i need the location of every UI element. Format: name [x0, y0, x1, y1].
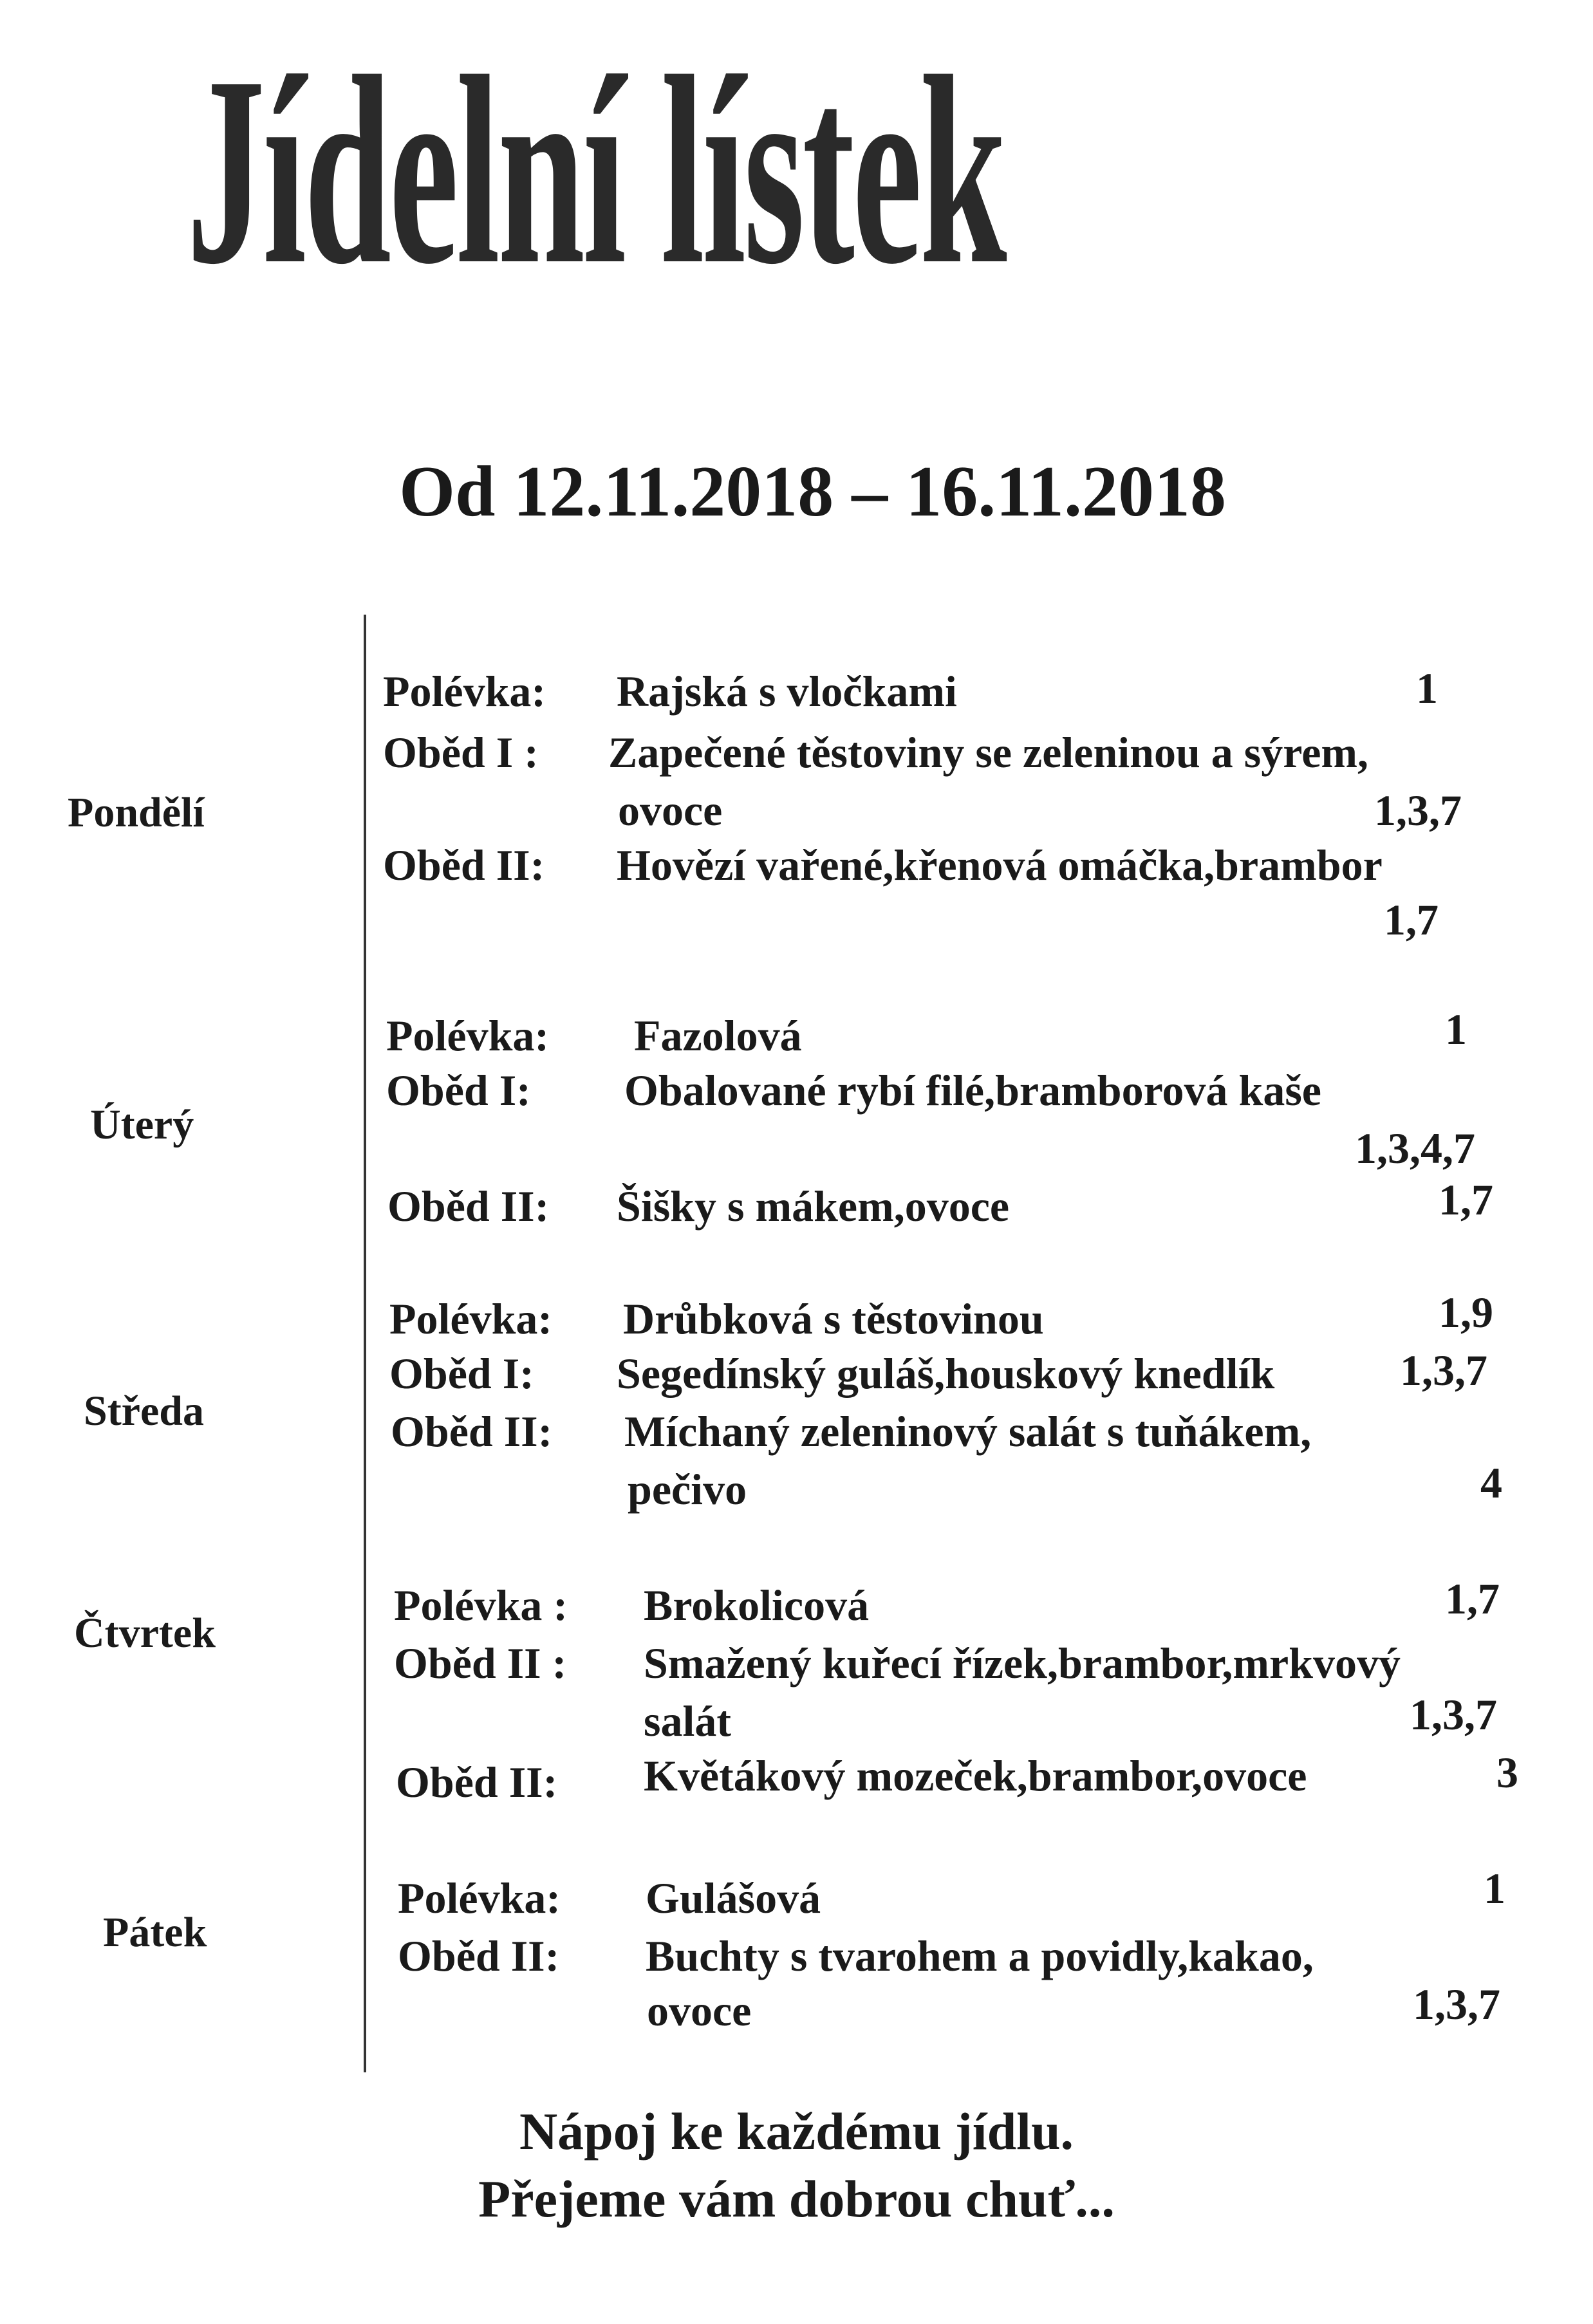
item-text: Míchaný zeleninový salát s tuňákem, — [624, 1407, 1312, 1456]
item-text: pečivo — [628, 1465, 747, 1514]
item-text: ovoce — [647, 1986, 752, 2035]
item-text: Hovězí vařené,křenová omáčka,brambor — [617, 841, 1383, 889]
item-text: Šišky s mákem,ovoce — [617, 1182, 1010, 1231]
item-text: Květákový mozeček,brambor,ovoce — [644, 1751, 1307, 1800]
item-label: Oběd II: — [398, 1931, 560, 1980]
item-label: Polévka: — [386, 1011, 550, 1060]
item-label: Oběd II: — [387, 1182, 550, 1231]
item-allergens: 1,7 — [1445, 1574, 1500, 1623]
item-label: Oběd II: — [396, 1758, 558, 1807]
item-allergens: 1,3,7 — [1374, 786, 1462, 835]
day-name-monday: Pondělí — [68, 789, 205, 836]
item-allergens: 1,3,7 — [1410, 1690, 1497, 1739]
item-label: Oběd I: — [389, 1349, 534, 1398]
footer-greeting: Přejeme vám dobrou chuť... — [478, 2170, 1115, 2228]
item-text: salát — [644, 1697, 731, 1745]
item-label: Oběd II: — [383, 841, 545, 889]
item-label: Polévka : — [394, 1581, 568, 1630]
item-label: Polévka: — [389, 1294, 553, 1343]
item-allergens: 1 — [1484, 1864, 1505, 1913]
item-allergens: 1,7 — [1384, 895, 1439, 944]
item-text: Rajská s vločkami — [617, 667, 957, 716]
item-label: Oběd I: — [386, 1066, 531, 1115]
item-allergens: 4 — [1480, 1458, 1502, 1507]
item-allergens: 1,9 — [1439, 1288, 1493, 1337]
item-text: Zapečené těstoviny se zeleninou a sýrem, — [608, 728, 1369, 777]
item-label: Oběd II : — [394, 1639, 567, 1687]
item-text: Buchty s tvarohem a povidly,kakao, — [646, 1931, 1314, 1980]
item-allergens: 1,7 — [1439, 1175, 1493, 1224]
item-text: Segedínský guláš,houskový knedlík — [617, 1349, 1275, 1398]
item-allergens: 1,3,7 — [1400, 1346, 1487, 1395]
item-allergens: 3 — [1496, 1748, 1518, 1797]
item-allergens: 1,3,4,7 — [1355, 1124, 1475, 1173]
day-name-thursday: Čtvrtek — [74, 1610, 216, 1657]
item-allergens: 1,3,7 — [1413, 1980, 1500, 2029]
column-divider — [364, 615, 366, 2072]
day-name-wednesday: Středa — [84, 1388, 204, 1435]
item-label: Oběd II: — [391, 1407, 553, 1456]
item-text: Obalované rybí filé,bramborová kaše — [624, 1066, 1321, 1115]
day-name-tuesday: Úterý — [90, 1101, 194, 1148]
item-text: Drůbková s těstovinou — [623, 1294, 1044, 1343]
day-name-friday: Pátek — [103, 1909, 207, 1956]
item-allergens: 1 — [1416, 664, 1438, 712]
item-allergens: 1 — [1445, 1005, 1467, 1054]
date-range: Od 12.11.2018 – 16.11.2018 — [399, 452, 1227, 532]
menu-title: Jídelní lístek — [187, 21, 1005, 320]
item-text: Brokolicová — [644, 1581, 870, 1630]
item-text: Smažený kuřecí řízek,brambor,mrkvový — [644, 1639, 1401, 1687]
item-text: Gulášová — [646, 1873, 821, 1922]
item-label: Polévka: — [383, 667, 546, 716]
footer-drink-note: Nápoj ke každému jídlu. — [519, 2102, 1074, 2161]
item-label: Polévka: — [398, 1873, 561, 1922]
item-text: Fazolová — [634, 1011, 802, 1060]
item-label: Oběd I : — [383, 728, 539, 777]
item-text: ovoce — [618, 786, 723, 835]
